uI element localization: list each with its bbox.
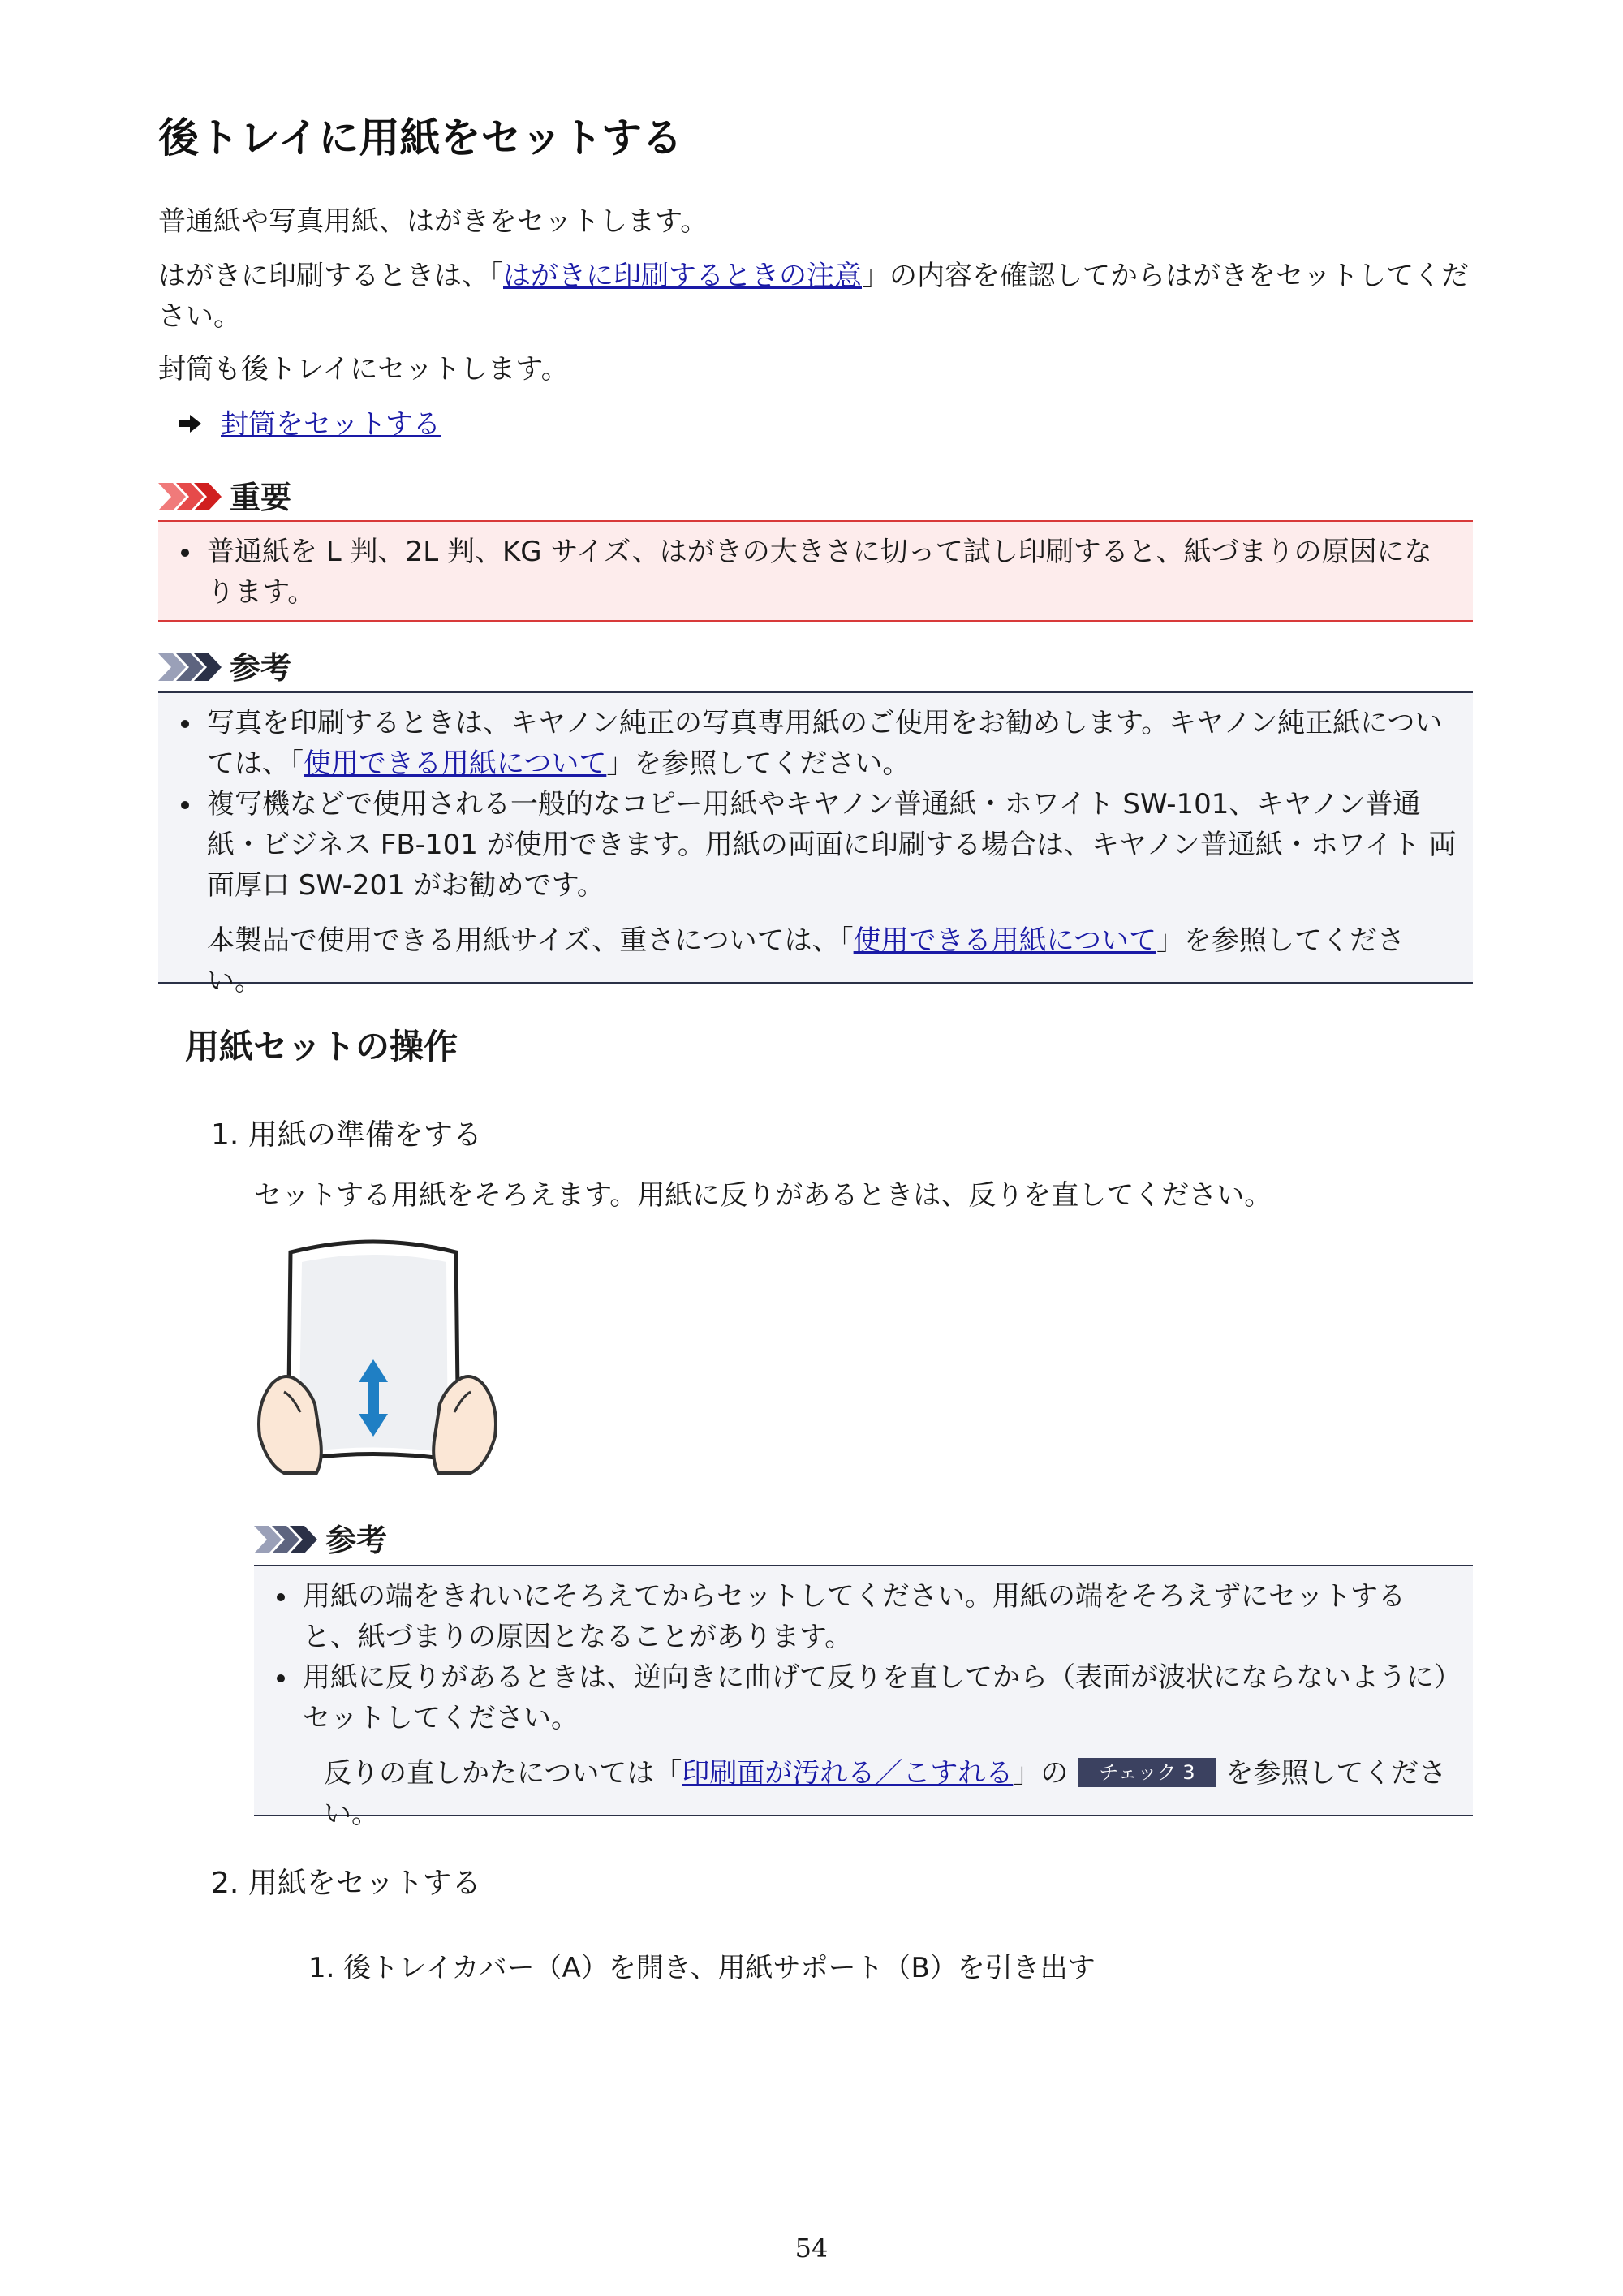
postcard-notes-link[interactable]: はがきに印刷するときの注意: [503, 260, 862, 292]
check-3-badge: チェック 3: [1078, 1758, 1216, 1787]
arrow-right-icon: [179, 415, 201, 433]
intro-line-2-before: はがきに印刷するときは、「: [158, 260, 503, 292]
note-2-chevrons-icon: [254, 1526, 319, 1553]
step-2-sub: 1. 後トレイカバー（A）を開き、用紙サポート（B）を引き出す: [308, 1952, 1096, 1984]
note-2-extra: 反りの直しかたについては「印刷面が汚れる／こすれる」の チェック 3 を参照してください。: [324, 1757, 1447, 1830]
bullet-icon: [277, 1674, 285, 1682]
step-1-desc: セットする用紙をそろえます。用紙に反りがあるときは、反りを直してください。: [254, 1179, 1272, 1212]
page-title: 後トレイに用紙をセットする: [158, 114, 682, 162]
intro-line-2-after: 」の内容を確認してからはがきをセットしてください。: [158, 260, 1469, 333]
note-2-item: 用紙に反りがあるときは、逆向きに曲げて反りを直してから（表面が波状にならないように）セットしてください。: [254, 1657, 1457, 1738]
note-heading-row: [158, 648, 291, 688]
important-heading-row: [158, 477, 291, 518]
note-2-item: 用紙の端をきれいにそろえてからセットしてください。用紙の端をそろえずにセットすると、紙づまりの原因となることがあります。: [254, 1576, 1457, 1657]
note-chevrons-icon: [158, 653, 223, 681]
usable-paper-link-2[interactable]: 使用できる用紙について: [853, 924, 1156, 957]
important-box: [158, 520, 1473, 622]
important-chevrons-icon: [158, 483, 223, 510]
bullet-icon: [181, 720, 189, 728]
bullet-icon: [181, 549, 189, 557]
print-smudge-link[interactable]: 印刷面が汚れる／こすれる: [682, 1757, 1014, 1790]
bullet-icon: [181, 801, 189, 809]
note-2-box: [254, 1565, 1473, 1830]
usable-paper-link[interactable]: 使用できる用紙について: [304, 747, 607, 780]
section-heading: 用紙セットの操作: [185, 1027, 458, 1066]
note-2-heading-row: [254, 1520, 387, 1561]
intro-line-3: 封筒も後トレイにセットします。: [158, 353, 569, 386]
intro-line-1: 普通紙や写真用紙、はがきをセットします。: [158, 205, 708, 238]
paper-illustration: [252, 1230, 503, 1485]
important-item: 普通紙を L 判、2L 判、KG サイズ、はがきの大きさに切って試し印刷すると、紙づまりの原因になります。: [158, 532, 1457, 613]
note-heading: 参考: [230, 650, 292, 686]
note-2-heading: 参考: [325, 1523, 388, 1558]
envelope-link-row: [179, 404, 441, 445]
note-box: [158, 691, 1473, 997]
note-item: 複写機などで使用される一般的なコピー用紙やキヤノン普通紙・ホワイト SW-101、キヤノン普通紙・ビジネス FB-101 が使用できます。用紙の両面に印刷する場合は、キヤノン普通紙・ホワイト 両面厚口 SW-201 がお勧めです。: [158, 784, 1457, 906]
page-number: 54: [794, 2233, 829, 2264]
note-item: 写真を印刷するときは、キヤノン純正の写真専用紙のご使用をお勧めします。キヤノン純正紙については、「使用できる用紙について」を参照してください。: [158, 703, 1457, 784]
envelope-link[interactable]: 封筒をセットする: [221, 408, 441, 441]
bullet-icon: [277, 1593, 285, 1601]
step-1-title: 1. 用紙の準備をする: [211, 1118, 482, 1152]
note-extra: 本製品で使用できる用紙サイズ、重さについては、「使用できる用紙について」を参照してください。: [207, 924, 1405, 997]
important-heading: 重要: [230, 480, 292, 515]
intro-line-2: [158, 256, 1473, 337]
step-2-title: 2. 用紙をセットする: [211, 1867, 481, 1900]
